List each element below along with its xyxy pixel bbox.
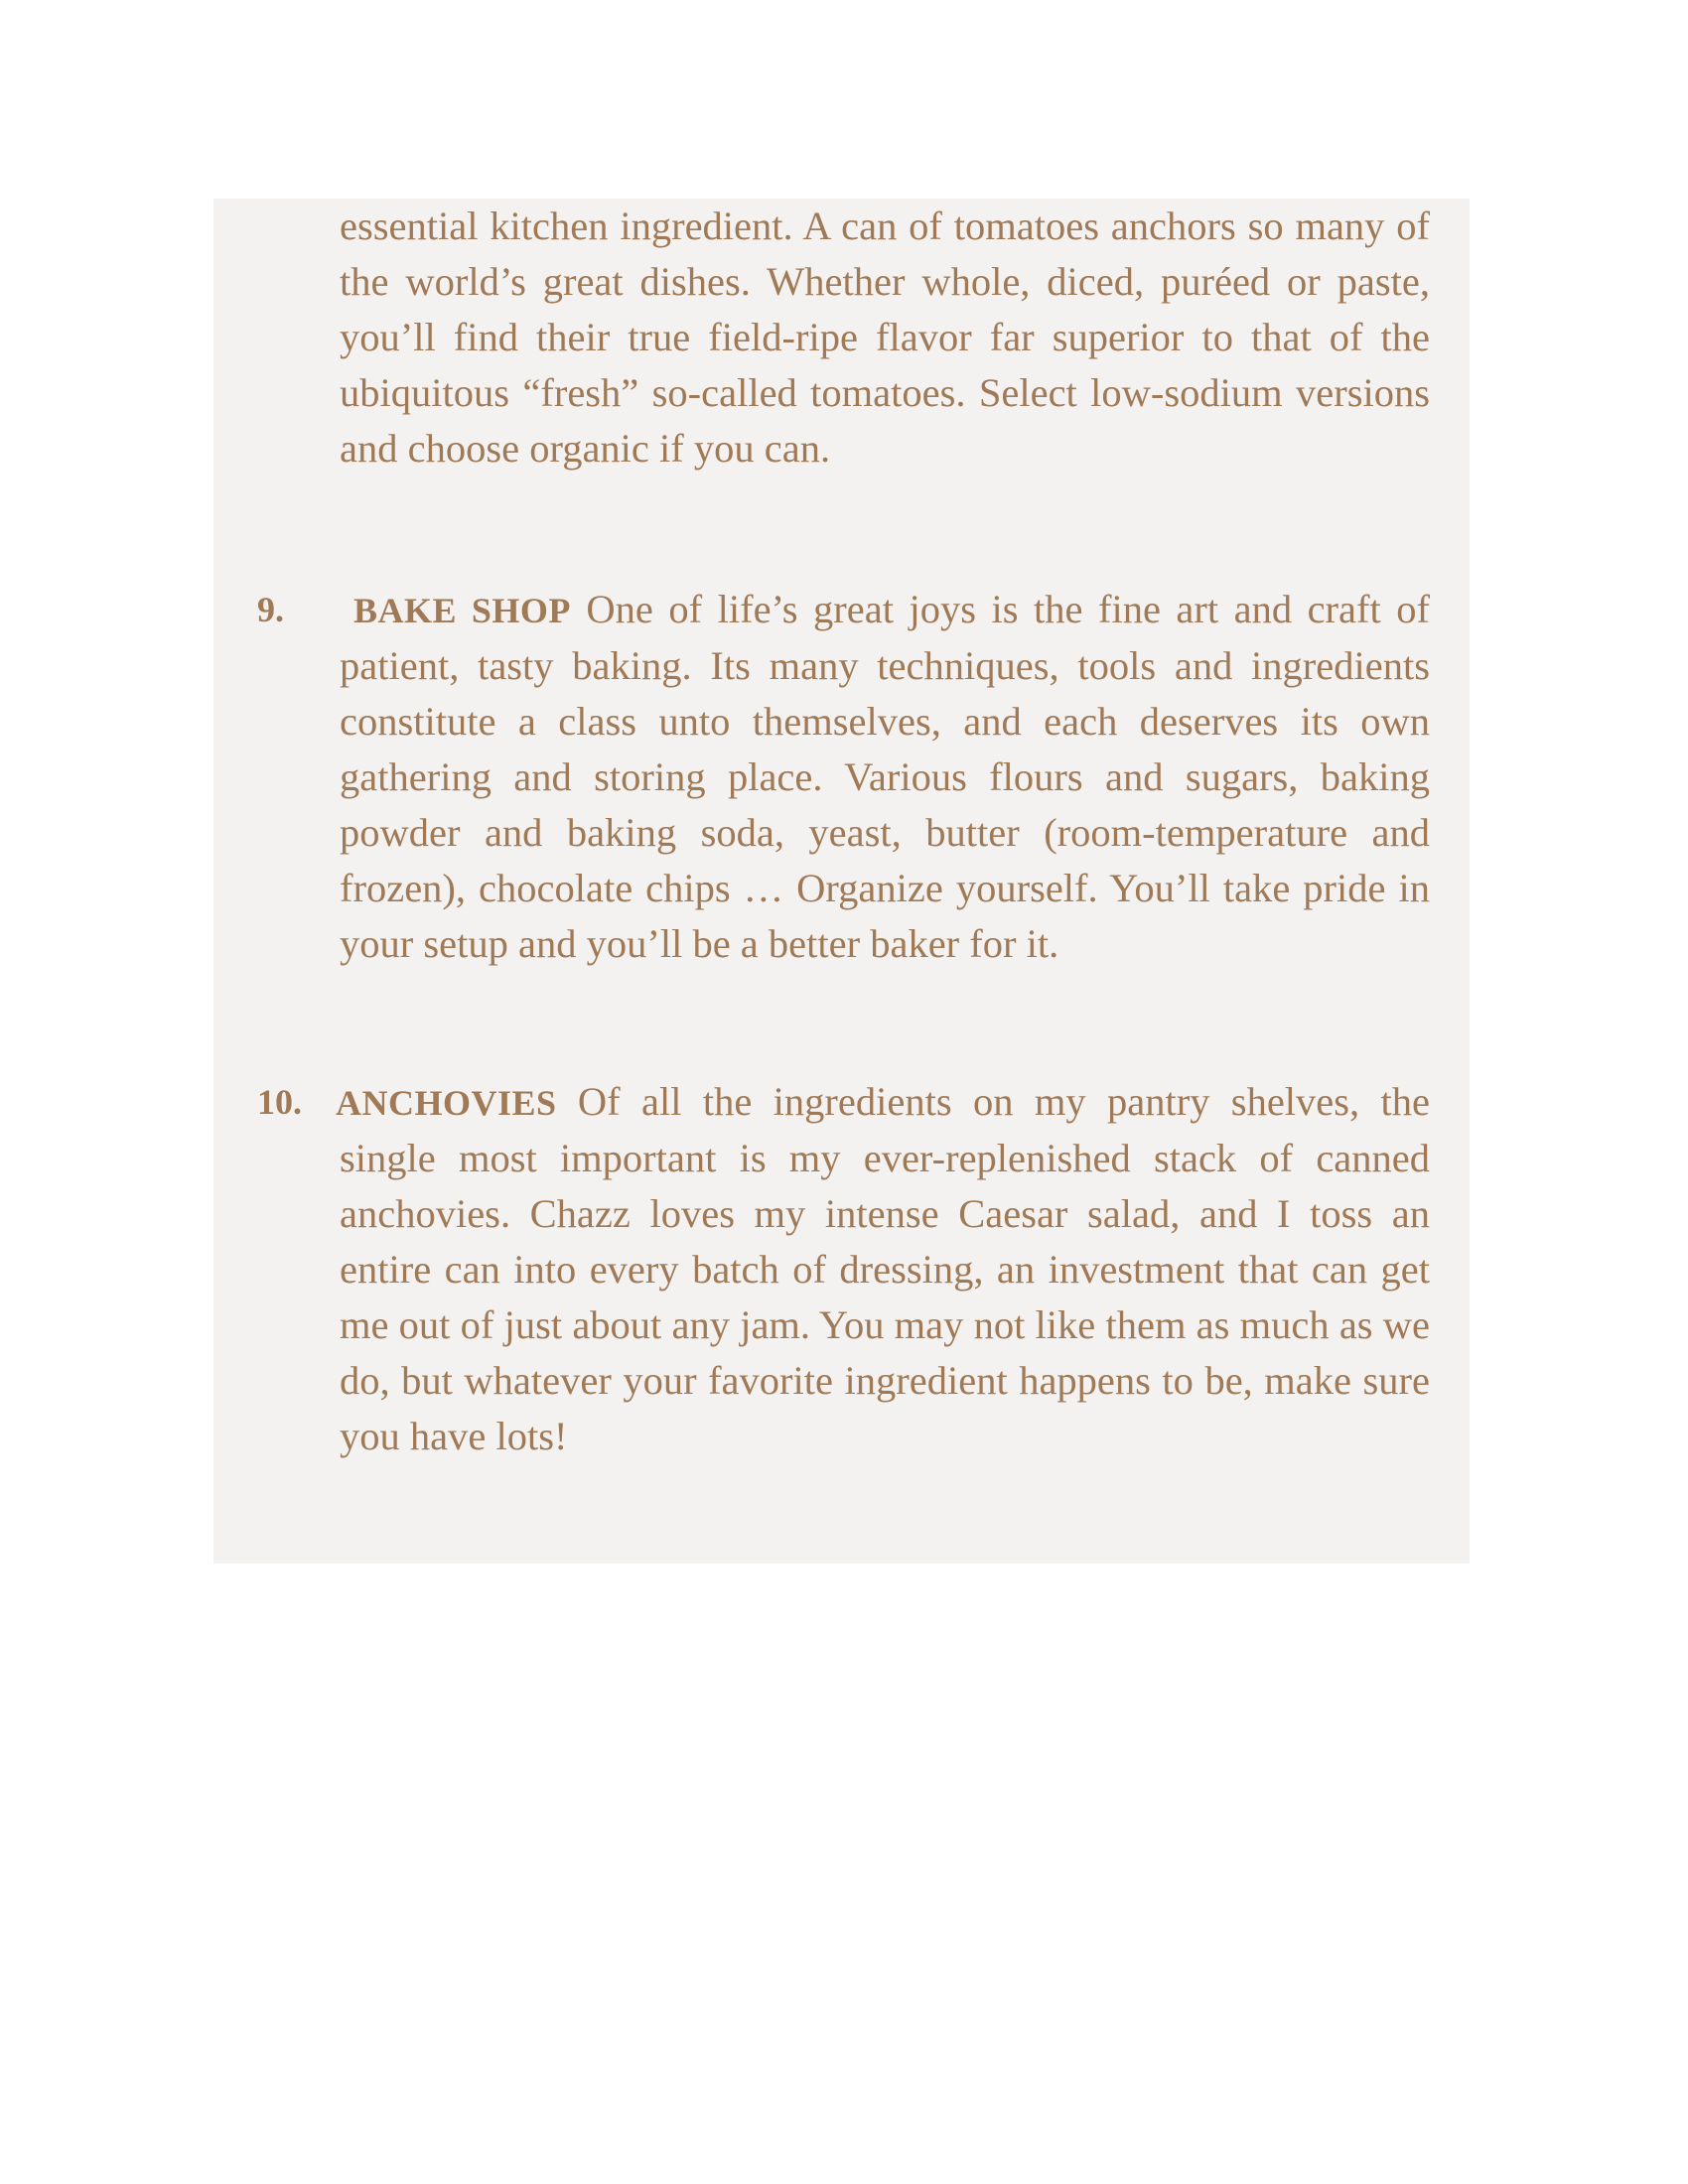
item-heading-anchovies: ANCHOVIES [336,1083,557,1123]
item-heading-bake-shop: BAKE SHOP [353,591,571,630]
continuation-paragraph: essential kitchen ingredient. A can of tomatoes anchors so many of the world’s great dishes. Whether whole, diced, puréed or paste, you’ll find their true field-ripe flavor far superior to that of the ubiquitous “fresh” so-called tomatoes. Select low-sodium versions and choose organic if you can. [340,204,1430,471]
list-number-9: 9. [257,590,284,629]
list-item-anchovies [336,1074,1430,1464]
list-number-10: 10. [257,1082,302,1122]
item-body-bake-shop: One of life’s great joys is the fine art and craft of patient, tasty baking. Its many techniques, tools and ingredients constitute a class unto themselves, and each deserves its own gathering and storing place. Various flours and sugars, baking powder and baking soda, yeast, butter (room-temperature and frozen), chocolate chips … Organize yourself. You’ll take pride in your setup and you’ll be a better baker for it. [340,587,1430,966]
list-item-bake-shop [340,582,1430,972]
item-body-anchovies: Of all the ingredients on my pantry shelves, the single most important is my ever-replenished stack of canned anchovies. Chazz loves my intense Caesar salad, and I toss an entire can into every batch of dressing, an investment that can get me out of just about any jam. You may not like them as much as we do, but whatever your favorite ingredient happens to be, make sure you have lots! [340,1079,1430,1458]
